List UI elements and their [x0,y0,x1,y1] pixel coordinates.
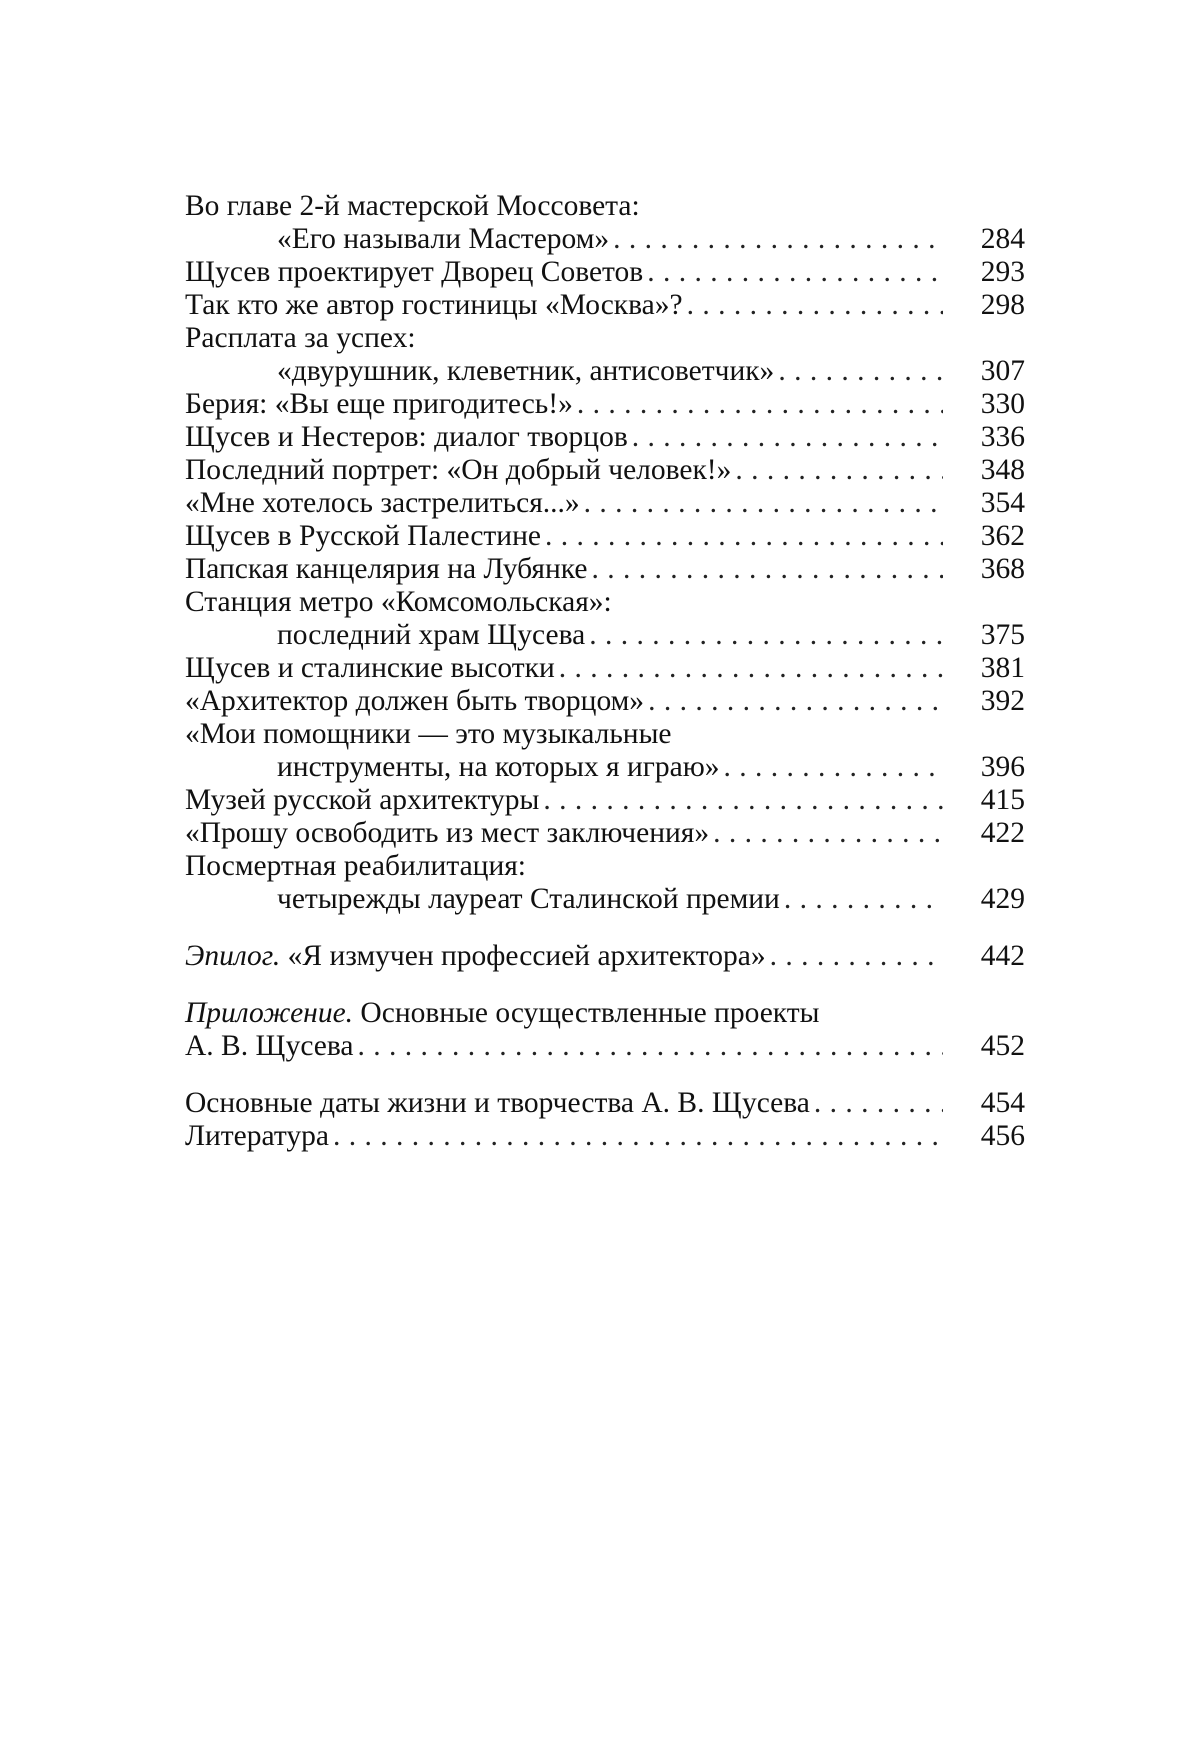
toc-entry-line [185,553,1025,586]
toc-entry-line [185,454,1025,487]
toc-entry-epilogue[interactable] [185,940,1025,973]
dot-leader [784,883,943,916]
toc-entry-title-line [185,190,1025,223]
toc-entry-title-line [185,850,1025,883]
toc-entry-title-line [185,322,1025,355]
toc-entry[interactable] [185,421,1025,454]
toc-entry-line [185,751,1025,784]
toc-page-number: 452 [980,1030,1025,1062]
toc-entry-title: Щусев и сталинские высотки [185,652,555,684]
toc-entry-title: Щусев в Русской Палестине [185,520,541,552]
toc-page-number: 354 [980,487,1025,519]
toc-entry-appendix[interactable] [185,997,1025,1063]
toc-entry-title: Во главе 2-й мастерской Моссовета: [185,190,640,222]
toc-entry[interactable] [185,850,1025,916]
toc-entry[interactable] [185,553,1025,586]
toc-entry-title-line [185,997,1025,1030]
toc-page-number: 368 [980,553,1025,585]
toc-entry-line [185,883,1025,916]
toc-entry-title [185,940,766,973]
toc-entry[interactable] [185,190,1025,256]
toc-page-number: 348 [980,454,1025,486]
toc-page-number: 362 [980,520,1025,552]
toc-entry-line [185,685,1025,718]
toc-entry-title: Берия: «Вы еще пригодитесь!» [185,388,573,420]
dot-leader [778,355,943,388]
toc-entry-line [185,223,1025,256]
toc-page-number: 293 [980,256,1025,288]
toc-entry-line [185,1087,1025,1120]
table-of-contents [185,190,1025,1153]
toc-entry-literature[interactable] [185,1120,1025,1153]
toc-entry-line [185,355,1025,388]
toc-entry-title: «Его называли Мастером» [277,223,610,255]
toc-entry[interactable] [185,289,1025,322]
dot-leader [613,223,943,256]
toc-entry-title: последний храм Щусева [277,619,586,651]
dot-leader [648,685,943,718]
spacer [185,916,1025,940]
toc-entry-line [185,1120,1025,1153]
toc-entry-title-line [185,586,1025,619]
dot-leader [687,289,943,322]
toc-entry-title: «Архитектор должен быть творцом» [185,685,645,717]
dot-leader [358,1030,943,1063]
toc-page-number: 375 [980,619,1025,651]
toc-page-number: 415 [980,784,1025,816]
toc-page-number: 330 [980,388,1025,420]
toc-page-number: 392 [980,685,1025,717]
toc-entry-title: Щусев и Нестеров: диалог творцов [185,421,628,453]
toc-page-number: 442 [980,940,1025,972]
toc-entry[interactable] [185,718,1025,784]
dot-leader [577,388,943,421]
toc-entry-title: Папская канцелярия на Лубянке [185,553,588,585]
toc-entry[interactable] [185,652,1025,685]
toc-entry-line [185,1030,1025,1063]
toc-entry[interactable] [185,784,1025,817]
toc-entry-title: Расплата за успех: [185,322,416,354]
dot-leader [333,1120,943,1153]
toc-page-number: 336 [980,421,1025,453]
toc-entry-title: Основные даты жизни и творчества А. В. Щусева [185,1087,810,1119]
toc-entry-line [185,940,1025,973]
toc-entry-title: Щусев проектирует Дворец Советов [185,256,644,288]
toc-entry[interactable] [185,322,1025,388]
toc-entry-title: Так кто же автор гостиницы «Москва»? [185,289,683,321]
toc-page-number: 456 [980,1120,1025,1152]
toc-entry[interactable] [185,520,1025,553]
toc-page-number: 429 [980,883,1025,915]
toc-entry-title: А. В. Щусева [185,1030,354,1062]
spacer [185,1063,1025,1087]
dot-leader [647,256,943,289]
appendix-title: Основные осуществленные проекты [360,997,820,1029]
toc-entry-line [185,619,1025,652]
toc-entry-line [185,652,1025,685]
toc-entry-line [185,784,1025,817]
toc-entry-title: инструменты, на которых я играю» [277,751,720,783]
toc-page-number: 284 [980,223,1025,255]
toc-page-number: 454 [980,1087,1025,1119]
toc-page-number: 396 [980,751,1025,783]
dot-leader [545,520,943,553]
dot-leader [559,652,943,685]
toc-entry-line [185,520,1025,553]
toc-entry-title [185,997,819,1030]
dot-leader [713,817,943,850]
toc-entry-title: «двурушник, клеветник, антисоветчик» [277,355,775,387]
dot-leader [632,421,943,454]
toc-entry[interactable] [185,487,1025,520]
dot-leader [814,1087,943,1120]
toc-entry[interactable] [185,256,1025,289]
epilogue-title: «Я измучен профессией архитектора» [287,940,766,972]
toc-entry[interactable] [185,685,1025,718]
toc-entry-line [185,421,1025,454]
spacer [185,973,1025,997]
toc-entry-line [185,487,1025,520]
dot-leader [584,487,943,520]
toc-entry-title: Посмертная реабилитация: [185,850,527,882]
toc-entry[interactable] [185,817,1025,850]
dot-leader [591,553,943,586]
toc-entry-title: «Мне хотелось застрелиться...» [185,487,580,519]
dot-leader [543,784,943,817]
dot-leader [735,454,943,487]
epilogue-label: Эпилог. [185,940,281,972]
toc-page-number: 298 [980,289,1025,321]
toc-page-number: 422 [980,817,1025,849]
toc-entry-title: Последний портрет: «Он добрый человек!» [185,454,732,486]
toc-entry-title-line [185,718,1025,751]
toc-entry-line [185,388,1025,421]
toc-entry[interactable] [185,454,1025,487]
toc-entry-title: Литература [185,1120,329,1152]
dot-leader [724,751,943,784]
toc-entry-title: Музей русской архитектуры [185,784,540,816]
toc-entry[interactable] [185,586,1025,652]
toc-entry-title: четырежды лауреат Сталинской премии [277,883,780,915]
dot-leader [770,940,943,973]
toc-entry-dates[interactable] [185,1087,1025,1120]
toc-entry-line [185,289,1025,322]
toc-entry-title: «Мои помощники — это музыкальные [185,718,672,750]
toc-page-number: 307 [980,355,1025,387]
toc-entry-line [185,256,1025,289]
appendix-label: Приложение. [185,997,354,1029]
toc-entry[interactable] [185,388,1025,421]
dot-leader [589,619,943,652]
toc-entry-title: «Прошу освободить из мест заключения» [185,817,710,849]
toc-entry-title: Станция метро «Комсомольская»: [185,586,612,618]
toc-entry-line [185,817,1025,850]
toc-page-number: 381 [980,652,1025,684]
